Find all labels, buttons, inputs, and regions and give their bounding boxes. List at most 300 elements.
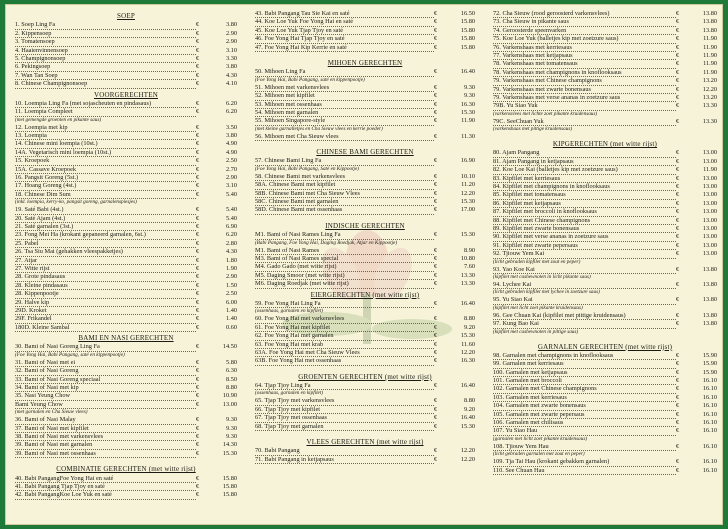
menu-item-name: 27. Witte rijst	[15, 265, 196, 273]
currency-symbol: €	[196, 384, 200, 392]
currency-symbol: €	[196, 54, 200, 62]
menu-item-name: 60. Foe Yong Hai met varkensvlees	[255, 315, 434, 323]
menu-item-name: 86. Kipfilet met ketjapsaus	[493, 200, 676, 208]
menu-item-name: 36. Bami of Nasi Malay	[15, 416, 196, 424]
menu-item	[255, 382, 475, 390]
menu-item-price: 13.00	[222, 400, 237, 408]
menu-item-name: 45. Koe Loe Yuk Tjap Tjoy en saté	[255, 27, 434, 35]
menu-item	[15, 367, 237, 375]
menu-item	[493, 27, 717, 35]
currency-symbol: €	[434, 43, 438, 51]
menu-item	[493, 102, 717, 110]
currency-symbol: €	[434, 206, 438, 214]
item-note: (licht gebraden garnalen met zout en peper)	[493, 451, 585, 458]
menu-item-name: 55. Mihoen Singapore-style	[255, 117, 434, 125]
menu-item-price: 13.00	[702, 250, 717, 258]
menu-item-name: 101. Garnalen met broccoli	[493, 377, 676, 385]
currency-symbol: €	[434, 35, 438, 43]
menu-item	[493, 94, 717, 102]
menu-item	[493, 86, 717, 94]
menu-item	[255, 349, 475, 357]
menu-item	[15, 140, 237, 148]
menu-item	[255, 300, 475, 308]
currency-symbol: €	[434, 397, 438, 405]
menu-item-price: 13.00	[702, 157, 717, 165]
currency-symbol: €	[676, 233, 680, 241]
section-gap	[15, 458, 237, 463]
menu-item-name: 59. Foe Yong Hai Ling Fa	[255, 300, 434, 308]
currency-symbol: €	[434, 246, 438, 254]
menu-item-name: 62. Foe Yong Hai met garnalen	[255, 332, 434, 340]
menu-item-price: 9.30	[225, 424, 237, 432]
menu-item-price: 16.40	[460, 299, 475, 307]
menu-item-name: 27. Atjar	[15, 257, 196, 265]
menu-item-name: 29F. Frikandel	[15, 315, 196, 323]
menu-item	[493, 35, 717, 43]
currency-symbol: €	[196, 190, 200, 198]
menu-item	[255, 190, 475, 198]
menu-item	[493, 360, 717, 368]
item-note: (Babi Pangang, Foe Yong Hai, Daging Roedjak, Atjar en Kippootje)	[255, 239, 398, 246]
menu-item-name: 8. Chinese Champignonsoep	[15, 80, 196, 88]
menu-item	[493, 191, 717, 199]
menu-item-price: 15.30	[460, 422, 475, 430]
currency-symbol: €	[196, 239, 200, 247]
currency-symbol: €	[676, 402, 680, 410]
currency-symbol: €	[676, 10, 680, 17]
item-note: (kipfilet met cashewnoten in licht pikante saus)	[493, 273, 591, 280]
menu-item-name: 53. Mihoen met ossenhaas	[255, 101, 434, 109]
menu-item	[255, 272, 475, 280]
menu-item-price: 4.10	[225, 80, 237, 88]
menu-item	[15, 166, 237, 174]
menu-item-price: 10.80	[460, 254, 475, 262]
menu-item-price: 3.10	[225, 46, 237, 54]
item-note: (kipfilet met licht zoet pikante kruidensaus)	[493, 304, 583, 311]
menu-item-price: 2.50	[225, 290, 237, 298]
menu-item	[255, 181, 475, 189]
menu-item	[493, 352, 717, 360]
currency-symbol: €	[434, 181, 438, 189]
menu-item	[15, 80, 237, 88]
currency-symbol: €	[196, 256, 200, 264]
currency-symbol: €	[676, 368, 680, 376]
currency-symbol: €	[676, 191, 680, 199]
menu-item-price: 5.40	[225, 206, 237, 214]
menu-item-name: 89. Kipfilet met zwarte bonensaus	[493, 225, 676, 233]
menu-item	[493, 166, 717, 174]
menu-item-price: 13.20	[702, 77, 717, 85]
menu-item-price: 15.80	[222, 482, 237, 490]
menu-item	[255, 92, 475, 100]
menu-item-price: 16.30	[460, 100, 475, 108]
menu-item-name: 67. Tjap Tjoy met ossenhaas	[255, 414, 434, 422]
currency-symbol: €	[196, 358, 200, 366]
menu-item-name: 14A. Vegetarisch mini loempia (10st.)	[15, 149, 196, 157]
menu-item-name: 78. Varkenshaas met champignons in knoflooksaus	[493, 69, 676, 77]
menu-item-name: 79B. Yu Siao Yuk	[493, 102, 676, 110]
menu-item	[15, 273, 237, 281]
menu-item-price: 16.30	[460, 357, 475, 365]
menu-item-price: 4.90	[225, 140, 237, 148]
menu-item-name: 68. Tjap Tjoy met garnalen	[255, 423, 434, 431]
menu-item-name: 57. Chinese Bami Ling Fa	[255, 157, 434, 165]
menu-item-name: 38. Bami of Nasi met varkensvlees	[15, 433, 196, 441]
currency-symbol: €	[196, 343, 200, 351]
menu-item-price: 3.80	[225, 63, 237, 71]
menu-item-name: 28. Kleine pindasaus	[15, 282, 196, 290]
currency-symbol: €	[434, 117, 438, 125]
menu-item	[15, 21, 237, 29]
menu-item-name: 85. Kipfilet met tomatensaus	[493, 191, 676, 199]
menu-item-price: 15.90	[702, 351, 717, 359]
menu-item-price: 13.00	[702, 149, 717, 157]
menu-item-price: 8.80	[463, 397, 475, 405]
menu-item-name: 28. Grote pindasaus	[15, 273, 196, 281]
menu-item-price: 6.30	[225, 367, 237, 375]
menu-item	[15, 30, 237, 38]
menu-item	[15, 384, 237, 392]
menu-item-name: 66. Tjap Tjoy met kipfilet	[255, 406, 434, 414]
currency-symbol: €	[196, 108, 200, 116]
menu-item	[493, 443, 717, 451]
menu-item-name: 79. Varkenshaas met Chinese champignons	[493, 77, 676, 85]
item-note: (ossenhaas, garnalen en kipfilet)	[255, 308, 324, 315]
menu-item-price: 4.90	[225, 148, 237, 156]
menu-item-price: 13.00	[702, 216, 717, 224]
menu-item	[15, 149, 237, 157]
menu-item	[255, 423, 475, 431]
menu-item	[15, 376, 237, 384]
currency-symbol: €	[434, 263, 438, 271]
menu-item-price: 9.30	[225, 432, 237, 440]
menu-item-price: 13.80	[702, 311, 717, 319]
menu-item	[15, 290, 237, 298]
menu-item-name: 82. Koe Loe Kai (balletjes kip met zoetzure saus)	[493, 166, 676, 174]
menu-item-name: 103. Garnalen met kerriesaus	[493, 394, 676, 402]
section-title: CHINESE BAMI GERECHTEN	[316, 148, 414, 157]
menu-item-price: 7.60	[463, 263, 475, 271]
currency-symbol: €	[196, 281, 200, 289]
menu-item-name: 15A. Cassave Kroepoek	[15, 166, 196, 174]
currency-symbol: €	[434, 447, 438, 455]
currency-symbol: €	[196, 441, 200, 449]
currency-symbol: €	[676, 174, 680, 182]
menu-item	[15, 359, 237, 367]
menu-item-price: 13.80	[702, 265, 717, 273]
menu-item-name: 87. Kipfilet met broccoli in knoflooksaus	[493, 208, 676, 216]
menu-item-name: 63. Foe Yong Hai met krab	[255, 341, 434, 349]
menu-item	[493, 217, 717, 225]
section-title: INDISCHE GERECHTEN	[325, 221, 405, 230]
menu-item-name: 30. Bami of Nasi Goreng Ling Fa	[15, 343, 196, 351]
menu-item	[493, 394, 717, 402]
menu-item-price: 11.90	[703, 166, 717, 174]
menu-item-price: 0.60	[225, 323, 237, 331]
menu-item-name: 43. Babi Pangang Tau Sie Kai en saté	[255, 10, 434, 18]
menu-item	[15, 108, 237, 116]
menu-item-price: 5.40	[225, 214, 237, 222]
currency-symbol: €	[676, 458, 680, 466]
menu-item-name: 46. Foe Yong Hai Tjap Tjoy en saté	[255, 35, 434, 43]
currency-symbol: €	[196, 140, 200, 148]
menu-item	[493, 158, 717, 166]
section-gap	[255, 215, 475, 220]
section-title: BAMI EN NASI GERECHTEN	[78, 334, 174, 343]
menu-item-name: 21. Saté garnalen (3st.)	[15, 223, 196, 231]
menu-item-price: 4.30	[225, 248, 237, 256]
menu-item	[493, 60, 717, 68]
menu-item	[15, 324, 237, 332]
currency-symbol: €	[434, 26, 438, 34]
menu-item-name: 39. Bami of Nasi met ossenhaas	[15, 450, 196, 458]
section-gap	[493, 336, 717, 341]
menu-item-name: 37. Bami of Nasi met kipfilet	[15, 425, 196, 433]
menu-item	[255, 456, 475, 464]
menu-item	[15, 315, 237, 323]
currency-symbol: €	[196, 206, 200, 214]
menu-item	[15, 223, 237, 231]
menu-item-name: 31. Bami of Nasi met ei	[15, 359, 196, 367]
menu-item	[255, 101, 475, 109]
menu-item	[255, 27, 475, 35]
menu-item-name: 42. Babi PangangKoe Loe Yuk en saté	[15, 491, 196, 499]
menu-item	[493, 18, 717, 26]
menu-item-name: 99. Garnalen met kerriesaus	[493, 360, 676, 368]
menu-item-name: M3. Bami of Nasi Rames special	[255, 255, 434, 263]
menu-item-name: 54. Mihoen met garnalen	[255, 109, 434, 117]
menu-item-price: 11.90	[703, 51, 717, 59]
menu-item-price: 16.90	[460, 157, 475, 165]
menu-item	[493, 266, 717, 274]
currency-symbol: €	[676, 351, 680, 359]
menu-item-price: 1.90	[225, 264, 237, 272]
menu-item	[15, 248, 237, 256]
menu-item-price: 16.50	[460, 10, 475, 17]
menu-item-name: 11. Loempia Compleet	[15, 108, 196, 116]
menu-item-name: 83. Kipfilet met kerriesaus	[493, 175, 676, 183]
menu-item	[493, 467, 717, 475]
menu-item-name: 33. Bami of Nasi Goreng speciaal	[15, 376, 196, 384]
menu-item-name: 35. Nasi Yeung Chow	[15, 392, 196, 400]
menu-item	[255, 157, 475, 165]
item-note: (inkl. loempia, kerry-ko, pangsit goreng, garnalenspiesjes)	[15, 199, 137, 206]
menu-item-name: 93. Yao Koe Kai	[493, 266, 676, 274]
menu-item	[15, 157, 237, 165]
currency-symbol: €	[196, 290, 200, 298]
section-gap	[493, 133, 717, 138]
menu-item-name: 100. Garnalen met ketjapsaus	[493, 369, 676, 377]
menu-item-name: 98. Garnalen met champignons in knoflooksaus	[493, 352, 676, 360]
currency-symbol: €	[676, 466, 680, 474]
menu-item	[15, 191, 237, 199]
currency-symbol: €	[196, 315, 200, 323]
currency-symbol: €	[434, 68, 438, 76]
currency-symbol: €	[676, 385, 680, 393]
currency-symbol: €	[676, 224, 680, 232]
menu-item-price: 6.20	[225, 108, 237, 116]
menu-item-price: 2.50	[225, 157, 237, 165]
currency-symbol: €	[196, 132, 200, 140]
menu-item-price: 9.20	[463, 323, 475, 331]
menu-item-price: 16.10	[702, 419, 717, 427]
menu-item-name: 20. Saté Ajam (4st.)	[15, 215, 196, 223]
section-title: MIHOEN GERECHTEN	[327, 58, 403, 67]
menu-item-price: 2.90	[225, 174, 237, 182]
currency-symbol: €	[434, 271, 438, 279]
section-title: VOORGERECHTEN	[93, 90, 159, 99]
menu-item-price: 11.90	[703, 43, 717, 51]
currency-symbol: €	[434, 100, 438, 108]
menu-item	[15, 38, 237, 46]
menu-item	[15, 100, 237, 108]
menu-item	[493, 377, 717, 385]
menu-item-name: 107. Yu Siao Hau	[493, 427, 676, 435]
menu-item	[255, 247, 475, 255]
menu-item-name: 40. Babi PangangFoe Yong Hai en saté	[15, 475, 196, 483]
menu-item-name: 18. Chinese Dim Sum	[15, 191, 196, 199]
menu-item-name: 5. Champignonsoep	[15, 55, 196, 63]
currency-symbol: €	[676, 117, 680, 125]
menu-item-name: 39. Bami of Nasi met garnalen	[15, 441, 196, 449]
currency-symbol: €	[676, 360, 680, 368]
menu-item-price: 9.30	[463, 83, 475, 91]
currency-symbol: €	[434, 414, 438, 422]
menu-item	[15, 416, 237, 424]
menu-item	[255, 206, 475, 214]
menu-item-price: 16.40	[460, 414, 475, 422]
menu-item	[493, 233, 717, 241]
currency-symbol: €	[434, 254, 438, 262]
menu-item-name: 58B. Chinese Bami met Cha Sieuw Vlees	[255, 190, 434, 198]
menu-item-name: 25. Pabel	[15, 240, 196, 248]
currency-symbol: €	[196, 491, 200, 499]
menu-item	[15, 132, 237, 140]
currency-symbol: €	[196, 99, 200, 107]
menu-item	[15, 63, 237, 71]
menu-item	[493, 183, 717, 191]
menu-item-name: 23. Fong Mei Ha (krokant gepaneerd garnalen, 6st.)	[15, 231, 196, 239]
menu-item-price: 12.20	[702, 85, 717, 93]
item-note: (Foe Yong Hai, Babi Pangang, Saté en Kippootje)	[255, 165, 359, 172]
menu-item-price: 11.60	[461, 340, 475, 348]
menu-item	[15, 174, 237, 182]
menu-item-price: 14.30	[222, 441, 237, 449]
currency-symbol: €	[676, 280, 680, 288]
menu-item-name: 77. Varkenshaas met ketjapsaus	[493, 52, 676, 60]
menu-column-right	[493, 10, 717, 475]
menu-item-name: M6. Daging Roedjak (met witte rijst)	[255, 280, 434, 288]
menu-item-price: 15.90	[702, 360, 717, 368]
currency-symbol: €	[196, 157, 200, 165]
menu-item-price: 10.10	[460, 172, 475, 180]
menu-item-price: 15.30	[460, 108, 475, 116]
menu-item-price: 8.80	[225, 384, 237, 392]
menu-item-price: 15.80	[460, 18, 475, 26]
menu-item-name: 109. Tja Tai Hau (krokant gebakken garnalen)	[493, 458, 676, 466]
menu-item-name: 90. Kipfilet met verse ananas in zoetzure saus	[493, 233, 676, 241]
menu-item	[493, 281, 717, 289]
menu-item	[15, 215, 237, 223]
menu-item	[493, 10, 717, 18]
menu-item	[255, 68, 475, 76]
menu-item-price: 3.50	[225, 123, 237, 131]
menu-item	[493, 118, 717, 126]
menu-item	[15, 401, 237, 409]
menu-item-name: 14. Chinese mini loempia (10st.)	[15, 140, 196, 148]
currency-symbol: €	[434, 332, 438, 340]
currency-symbol: €	[196, 323, 200, 331]
currency-symbol: €	[434, 382, 438, 390]
menu-item-name: 16. Pangsit Goreng (5st.)	[15, 174, 196, 182]
menu-item-price: 13.30	[702, 102, 717, 110]
menu-page	[5, 4, 723, 525]
menu-item-price: 16.40	[460, 68, 475, 76]
menu-item-price: 13.00	[702, 174, 717, 182]
menu-item	[15, 299, 237, 307]
currency-symbol: €	[434, 198, 438, 206]
section-gap	[255, 366, 475, 371]
section-title: VLEES GERECHTEN (met witte rijst)	[306, 438, 424, 447]
menu-item	[493, 402, 717, 410]
menu-item	[493, 419, 717, 427]
currency-symbol: €	[434, 422, 438, 430]
menu-item-name: 29. Halve kip	[15, 299, 196, 307]
menu-item-price: 16.10	[702, 377, 717, 385]
menu-item-name: 58. Chinese Bami met varkensvlees	[255, 173, 434, 181]
currency-symbol: €	[434, 455, 438, 463]
menu-item	[493, 149, 717, 157]
currency-symbol: €	[196, 298, 200, 306]
menu-item-name: 110. See Chuan Hau	[493, 467, 676, 475]
menu-item-price: 2.70	[225, 165, 237, 173]
currency-symbol: €	[434, 132, 438, 140]
menu-item-price: 16.40	[460, 382, 475, 390]
menu-item-price: 13.80	[702, 18, 717, 26]
currency-symbol: €	[434, 10, 438, 17]
menu-item	[255, 35, 475, 43]
section-gap	[255, 52, 475, 57]
menu-item-name: 17. Hoang Goreng (4st.)	[15, 182, 196, 190]
menu-item-name: 51. Mihoen met varkensvlees	[255, 84, 434, 92]
menu-item	[493, 225, 717, 233]
menu-item	[15, 343, 237, 351]
currency-symbol: €	[434, 340, 438, 348]
menu-item-name: M1. Bami of Nasi Rames Ling Fa	[255, 231, 434, 239]
currency-symbol: €	[676, 250, 680, 258]
menu-item	[493, 369, 717, 377]
currency-symbol: €	[434, 189, 438, 197]
menu-item-name: 92. Tjiouw Yem Kai	[493, 250, 676, 258]
currency-symbol: €	[676, 311, 680, 319]
section-title: COMBINATIE GERECHTEN (met witte rijst)	[56, 465, 196, 474]
menu-item-name: 13. Loempia	[15, 132, 196, 140]
item-note: (varkenshaas met pittige kruidensaus)	[493, 126, 573, 133]
menu-item-price: 2.90	[225, 273, 237, 281]
currency-symbol: €	[676, 199, 680, 207]
currency-symbol: €	[434, 231, 438, 239]
menu-item-price: 12.20	[460, 189, 475, 197]
currency-symbol: €	[196, 71, 200, 79]
menu-item	[15, 240, 237, 248]
currency-symbol: €	[676, 60, 680, 68]
menu-column-left	[15, 10, 237, 500]
menu-item-name: 76. Varkenshaas met kerriesaus	[493, 44, 676, 52]
currency-symbol: €	[196, 29, 200, 37]
menu-item-name: 75. Koe Loe Yuk (balletjes kip met zoetzure saus)	[493, 35, 676, 43]
menu-item	[493, 427, 717, 435]
menu-item	[15, 265, 237, 273]
